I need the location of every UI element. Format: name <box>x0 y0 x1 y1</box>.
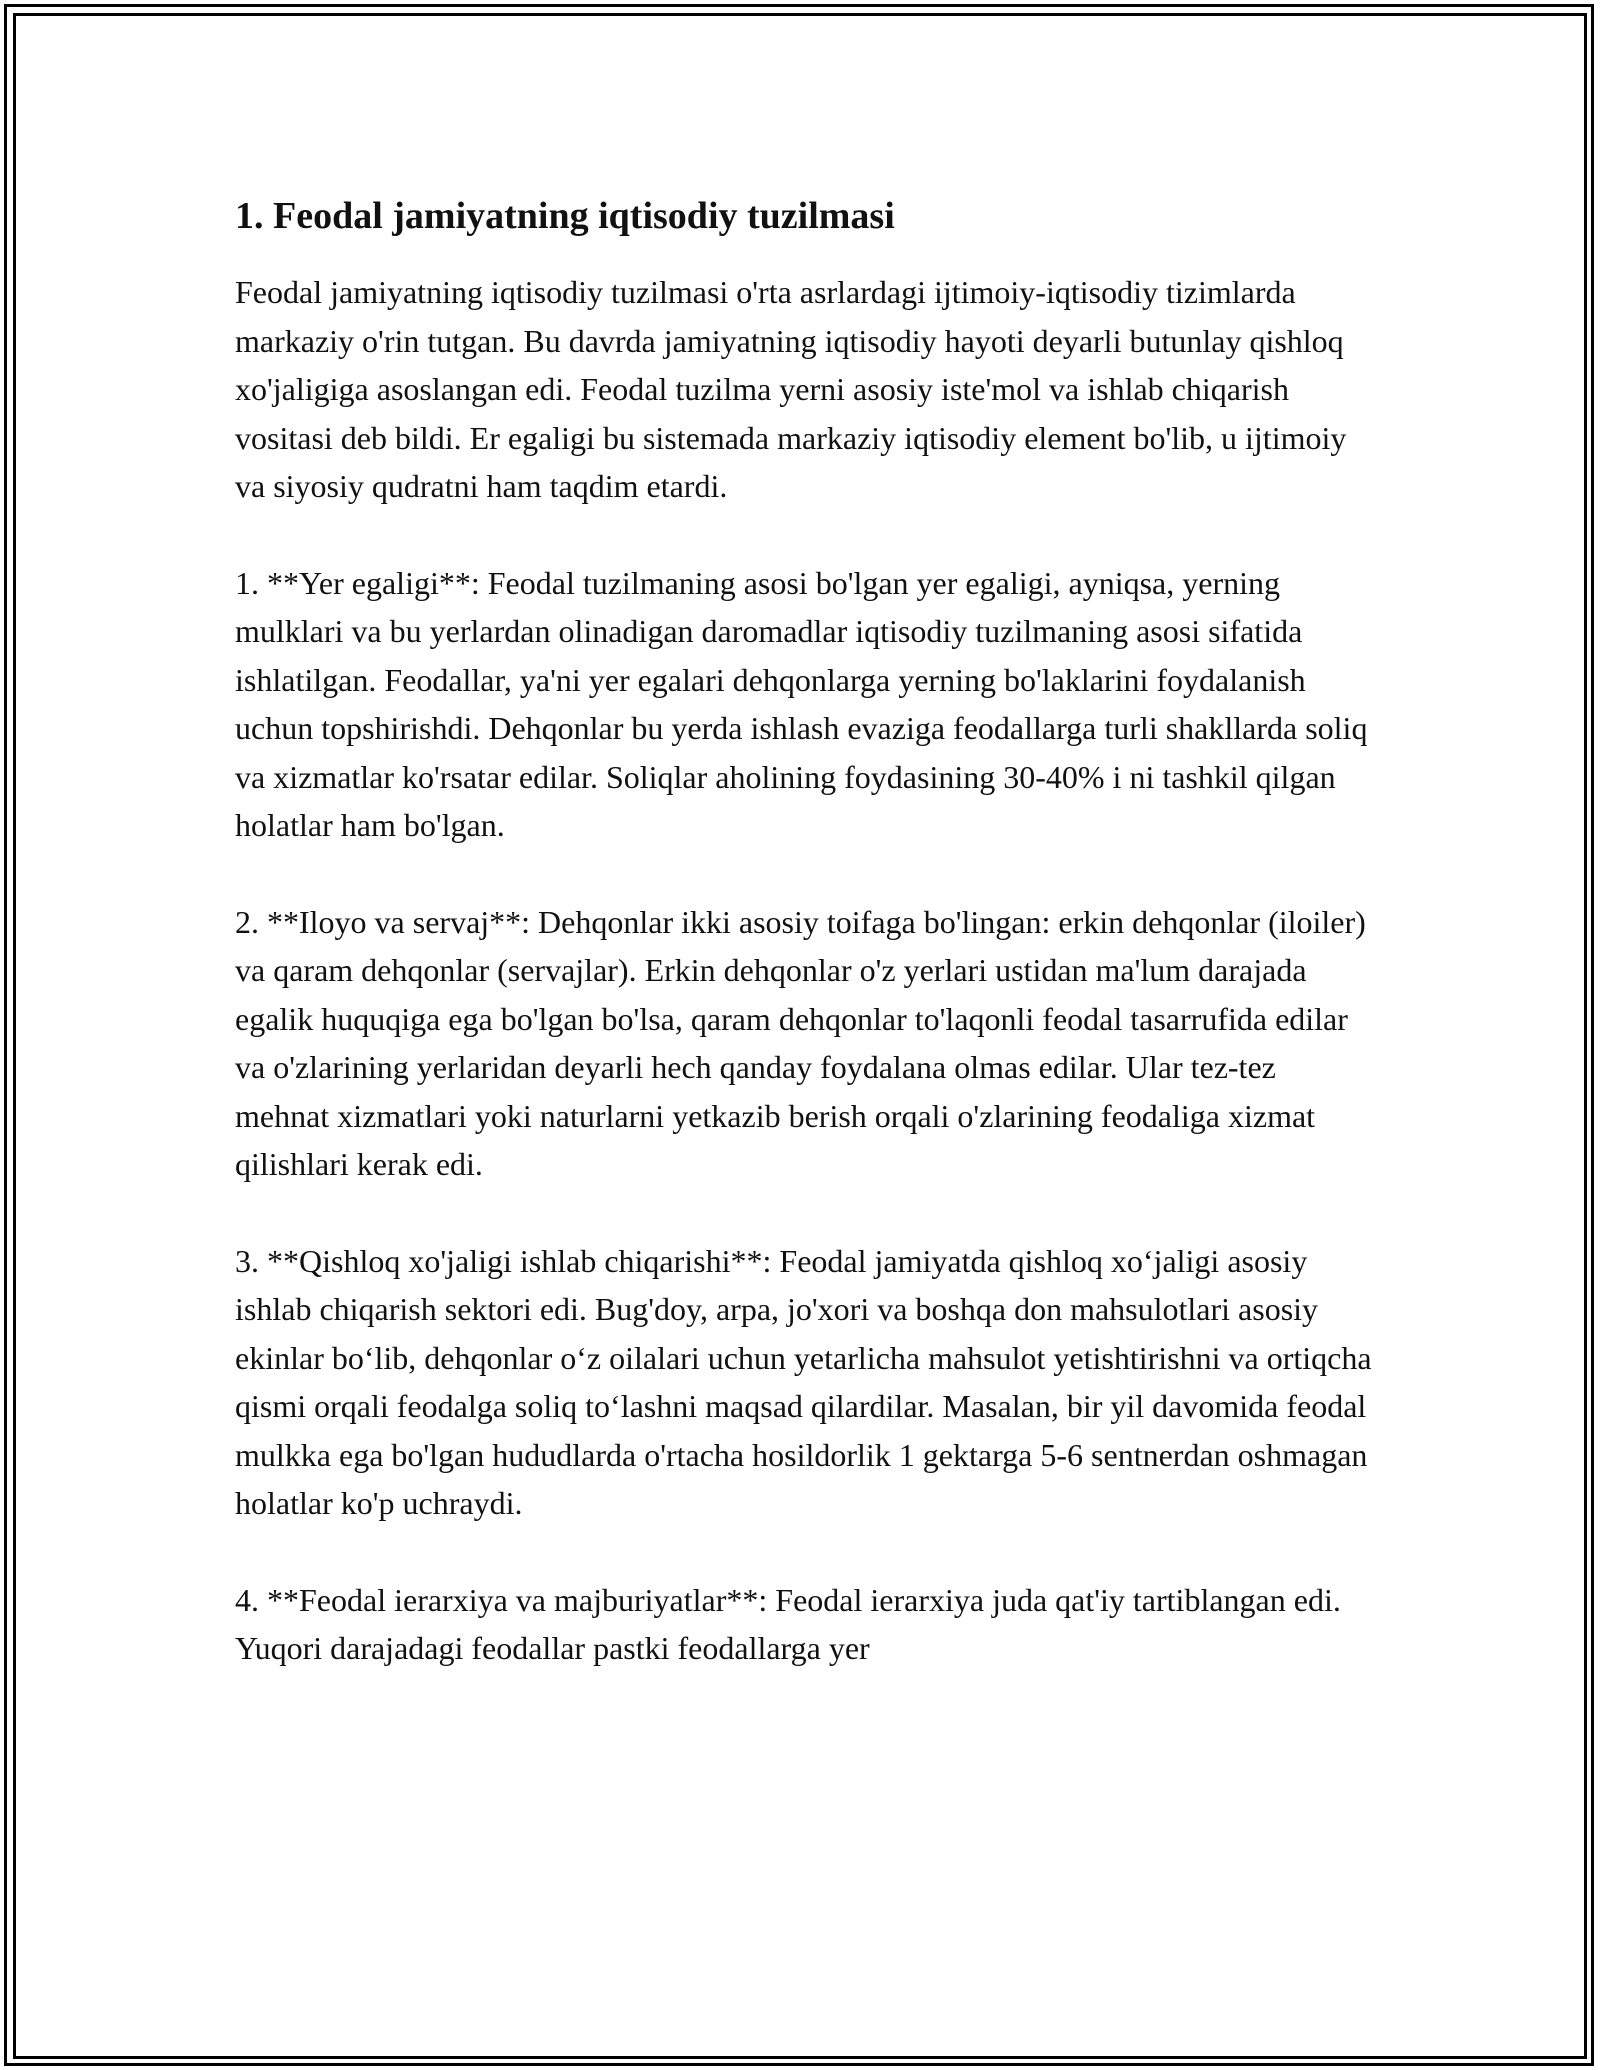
list-item-feudal-hierarchy: 4. **Feodal ierarxiya va majburiyatlar**: Feodal ierarxiya juda qat'iy tartiblangan edi. Yuqori darajadagi feodallar pastki feodallarga yer <box>235 1581 1341 1666</box>
list-item-peasant-classes: 2. **Iloyo va servaj**: Dehqonlar ikki asosiy toifaga bo'lingan: erkin dehqonlar (iloiler) va qaram dehqonlar (servajlar). Erkin dehqonlar o'z yerlari ustidan ma'lum darajada egalik huquqiga ega bo'lgan bo'lsa, qaram dehqonlar to'laqonli feodal tasarrufida edilar va o'zlarining yerlaridan deyarli hech qanday foydalana olmas edilar. Ular tez-tez mehnat xizmatlari yoki naturlarni yetkazib berish orqali o'zlarining feodaliga xizmat qilishlari kerak edi. <box>235 903 1366 1182</box>
document-title: 1. Feodal jamiyatning iqtisodiy tuzilmasi <box>235 195 895 237</box>
document-body <box>235 186 1375 1673</box>
list-item-land-ownership: 1. **Yer egaligi**: Feodal tuzilmaning asosi bo'lgan yer egaligi, ayniqsa, yerning mulklari va bu yerlardan olinadigan daromadlar iqtisodiy tuzilmaning asosi sifatida ishlatilgan. Feodallar, ya'ni yer egalari dehqonlarga yerning bo'laklarini foydalanish uchun topshirishdi. Dehqonlar bu yerda ishlash evaziga feodallarga turli shakllarda soliq va xizmatlar ko'rsatar edilar. Soliqlar aholining foydasining 30-40% i ni tashkil qilgan holatlar ham bo'lgan. <box>235 564 1368 843</box>
list-item-agricultural-production: 3. **Qishloq xo'jaligi ishlab chiqarishi**: Feodal jamiyatda qishloq xo‘jaligi asosiy ishlab chiqarish sektori edi. Bug'doy, arpa, jo'xori va boshqa don mahsulotlari asosiy ekinlar bo‘lib, dehqonlar o‘z oilalari uchun yetarlicha mahsulot yetishtirishni va ortiqcha qismi orqali feodalga soliq to‘lashni maqsad qilardilar. Masalan, bir yil davomida feodal mulkka ega bo'lgan hududlarda o'rtacha hosildorlik 1 gektarga 5-6 sentnerdan oshmagan holatlar ko'p uchraydi. <box>235 1242 1372 1521</box>
intro-paragraph: Feodal jamiyatning iqtisodiy tuzilmasi o'rta asrlardagi ijtimoiy-iqtisodiy tizimlarda markaziy o'rin tutgan. Bu davrda jamiyatning iqtisodiy hayoti deyarli butunlay qishloq xo'jaligiga asoslangan edi. Feodal tuzilma yerni asosiy iste'mol va ishlab chiqarish vositasi deb bildi. Er egaligi bu sistemada markaziy iqtisodiy element bo'lib, u ijtimoiy va siyosiy qudratni ham taqdim etardi. <box>235 274 1347 504</box>
